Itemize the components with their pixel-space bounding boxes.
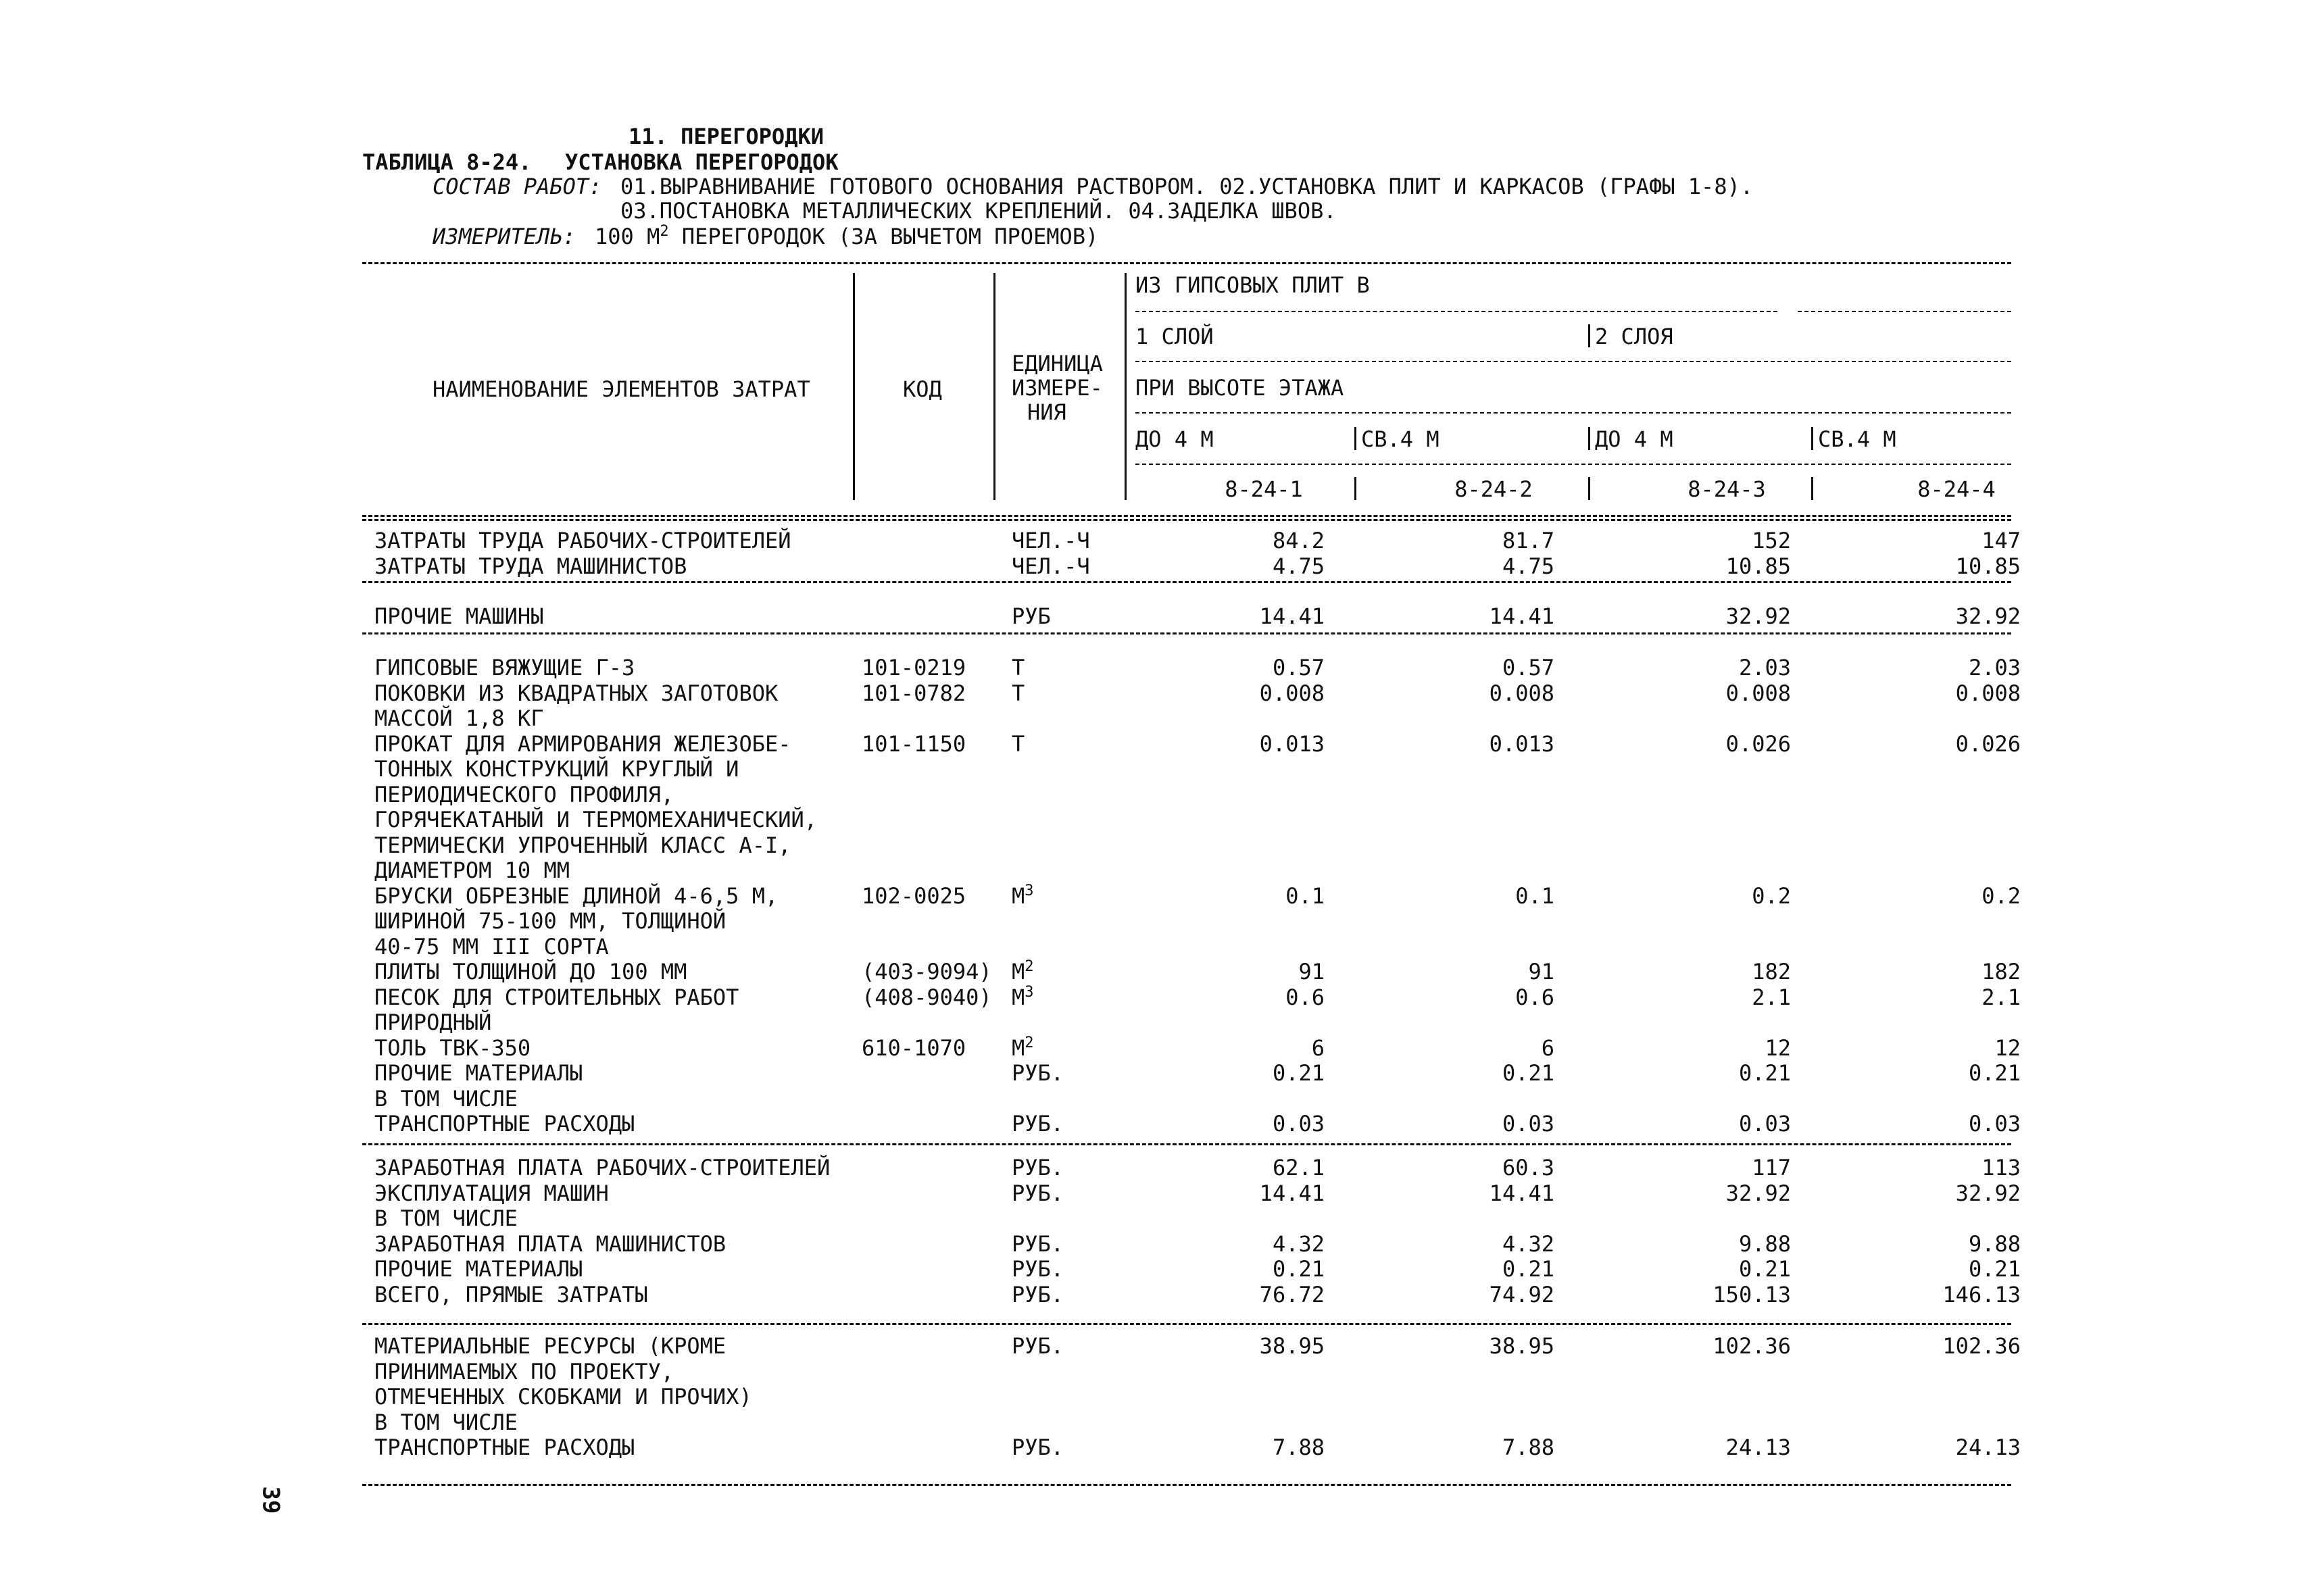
row-value-c3: 182 [1752,959,1791,984]
row-name-line: БРУСКИ ОБРЕЗНЫЕ ДЛИНОЙ 4-6,5 М, [374,882,779,909]
header-material: ИЗ ГИПСОВЫХ ПЛИТ В [1135,272,1370,298]
row-value-c2: 0.1 [1515,882,1554,909]
row-name-line: ПЛИТЫ ТОЛЩИНОЙ ДО 100 ММ [374,959,687,984]
row-name-line: ПЕРИОДИЧЕСКОГО ПРОФИЛЯ, [374,781,674,807]
row-value-c4: 2.03 [1968,655,2021,680]
row-name-line: ПРОЧИЕ МАШИНЫ [374,603,544,629]
row-value-c2: 4.32 [1502,1230,1554,1257]
row-name-line: ПЕСОК ДЛЯ СТРОИТЕЛЬНЫХ РАБОТ [374,984,739,1010]
row-name-line: ПРИНИМАЕМЫХ ПО ПРОЕКТУ, [374,1358,674,1385]
row-name-line: ВСЕГО, ПРЯМЫЕ ЗАТРАТЫ [374,1281,648,1307]
row-value-c4: 0.008 [1955,680,2021,706]
row-unit-exponent: 3 [1025,983,1034,1001]
row-value-c2: 38.95 [1489,1333,1554,1359]
row-value-c4: 147 [1981,528,2021,553]
row-value-c3: 2.03 [1738,655,1791,680]
row-unit: РУБ. [1012,1333,1064,1359]
row-name-line: В ТОМ ЧИСЛЕ [374,1409,518,1435]
row-value-c1: 0.03 [1272,1111,1325,1137]
code-divider-2 [1588,477,1590,500]
row-value-c2: 74.92 [1489,1281,1554,1307]
row-code: (408-9040) [862,984,992,1010]
row-value-c1: 0.21 [1272,1060,1325,1086]
row-value-c1: 0.57 [1272,655,1325,680]
row-name-line: ТОЛЬ ТВК-350 [374,1034,531,1061]
row-value-c4: 10.85 [1955,553,2021,579]
row-unit: Т [1012,730,1025,757]
column-header-unit-line-2: ИЗМЕРЕ- [1012,375,1103,401]
row-value-c2: 0.21 [1502,1256,1554,1282]
row-value-c1: 76.72 [1259,1281,1325,1307]
row-value-c1: 0.6 [1285,984,1325,1010]
row-name-line: ГИПСОВЫЕ ВЯЖУЩИЕ Г-3 [374,655,635,680]
row-unit: $М^3$ [1012,882,1034,909]
row-value-c4: 146.13 [1942,1281,2021,1307]
row-value-c2: 7.88 [1502,1435,1554,1460]
row-value-c3: 10.85 [1725,553,1791,579]
row-name-line: ДИАМЕТРОМ 10 ММ [374,857,570,883]
row-unit: ЧЕЛ.-Ч [1012,553,1090,579]
row-unit: РУБ [1012,603,1051,629]
row-value-c1: 14.41 [1259,603,1325,629]
row-unit: РУБ. [1012,1256,1064,1282]
row-value-c4: 0.21 [1968,1060,2021,1086]
row-name-line: ПРОКАТ ДЛЯ АРМИРОВАНИЯ ЖЕЛЕЗОБЕ- [374,730,791,757]
row-name-line: ГОРЯЧЕКАТАНЫЙ И ТЕРМОМЕХАНИЧЕСКИЙ, [374,807,818,832]
code-divider-3 [1811,477,1813,500]
row-value-c4: 32.92 [1955,603,2021,629]
group-separator-rule [362,1143,2011,1145]
table-top-rule [362,262,2011,264]
row-unit: ЧЕЛ.-Ч [1012,528,1090,553]
row-unit-exponent: 2 [1025,1034,1034,1051]
row-unit: Т [1012,655,1025,680]
group-separator-rule [362,581,2011,583]
measure-label: ИЗМЕРИТЕЛЬ: [433,224,576,249]
header-rule-layer [1135,361,2011,362]
row-code: 101-0782 [862,680,966,706]
row-value-c3: 150.13 [1713,1281,1791,1307]
row-value-c3: 102.36 [1713,1333,1791,1359]
row-value-c1: 84.2 [1272,528,1325,553]
header-layer-2: 2 СЛОЯ [1595,324,1673,349]
work-composition-label: СОСТАВ РАБОТ: [433,174,602,199]
row-unit: РУБ. [1012,1435,1064,1460]
group-separator-rule [362,1484,2011,1486]
row-value-c4: 2.1 [1981,984,2021,1010]
row-value-c4: 182 [1981,959,2021,984]
group-separator-rule [362,632,2011,634]
row-value-c4: 0.03 [1968,1111,2021,1137]
row-value-c2: 0.6 [1515,984,1554,1010]
header-rule-codes [1135,464,2011,465]
row-name-line: ПРОЧИЕ МАТЕРИАЛЫ [374,1060,583,1086]
work-composition-line-1: 01.ВЫРАВНИВАНИЕ ГОТОВОГО ОСНОВАНИЯ РАСТВОРОМ. 02.УСТАНОВКА ПЛИТ И КАРКАСОВ (ГРАФЫ 1-8). [620,174,1754,199]
column-header-unit-line-1: ЕДИНИЦА [1012,351,1103,376]
table-label: ТАБЛИЦА 8-24. [362,149,532,175]
row-value-c2: 14.41 [1489,1180,1554,1206]
row-value-c4: 113 [1981,1155,2021,1180]
row-value-c2: 0.03 [1502,1111,1554,1137]
row-value-c4: 0.2 [1981,882,2021,909]
header-code-c4: 8-24-4 [1917,476,1996,502]
row-value-c1: 91 [1298,959,1325,984]
row-value-c3: 24.13 [1725,1435,1791,1460]
row-value-c4: 102.36 [1942,1333,2021,1359]
row-value-c2: 60.3 [1502,1155,1554,1180]
header-code-c3: 8-24-3 [1688,476,1766,502]
row-value-c4: 9.88 [1968,1230,2021,1257]
row-value-c2: 0.57 [1502,655,1554,680]
layer-divider [1588,324,1590,347]
header-rule-material-right [1798,311,2011,312]
height-divider-3 [1811,427,1813,450]
header-code-c2: 8-24-2 [1454,476,1533,502]
row-code: 101-1150 [862,730,966,757]
row-value-c2: 0.008 [1489,680,1554,706]
row-name-line: ПРИРОДНЫЙ [374,1009,492,1035]
row-value-c2: 14.41 [1489,603,1554,629]
row-unit: РУБ. [1012,1155,1064,1180]
row-code: 102-0025 [862,882,966,909]
row-name-line: ЭКСПЛУАТАЦИЯ МАШИН [374,1180,609,1206]
row-value-c2: 6 [1541,1034,1554,1061]
header-rule-material [1135,311,1777,312]
row-name-line: ПРОЧИЕ МАТЕРИАЛЫ [374,1256,583,1282]
row-name-line: ЗАТРАТЫ ТРУДА РАБОЧИХ-СТРОИТЕЛЕЙ [374,528,791,553]
row-value-c1: 7.88 [1272,1435,1325,1460]
row-value-c4: 0.21 [1968,1256,2021,1282]
col-divider-name-code [853,273,855,500]
row-name-line: В ТОМ ЧИСЛЕ [374,1205,518,1231]
section-title: 11. ПЕРЕГОРОДКИ [629,124,824,149]
row-name-line: ПОКОВКИ ИЗ КВАДРАТНЫХ ЗАГОТОВОК [374,680,779,706]
row-unit-exponent: 3 [1025,882,1034,899]
row-code: (403-9094) [862,959,992,984]
row-name-line: ЗАРАБОТНАЯ ПЛАТА РАБОЧИХ-СТРОИТЕЛЕЙ [374,1155,831,1180]
row-value-c2: 0.21 [1502,1060,1554,1086]
header-rule-height [1135,412,2011,414]
height-divider-1 [1354,427,1356,450]
row-value-c4: 12 [1994,1034,2021,1061]
row-value-c3: 0.21 [1738,1256,1791,1282]
work-composition-line-2: 03.ПОСТАНОВКА МЕТАЛЛИЧЕСКИХ КРЕПЛЕНИЙ. 04.ЗАДЕЛКА ШВОВ. [620,198,1337,224]
row-unit: РУБ. [1012,1060,1064,1086]
header-code-c1: 8-24-1 [1225,476,1303,502]
row-value-c4: 24.13 [1955,1435,2021,1460]
row-value-c1: 0.21 [1272,1256,1325,1282]
header-bottom-rule [362,515,2011,517]
measure-text: 100 $М^2$ ПЕРЕГОРОДОК (ЗА ВЫЧЕТОМ ПРОЕМОВ) [595,223,1099,249]
table-title: УСТАНОВКА ПЕРЕГОРОДОК [565,149,839,175]
row-name-line: ШИРИНОЙ 75-100 ММ, ТОЛЩИНОЙ [374,908,727,934]
row-value-c3: 9.88 [1738,1230,1791,1257]
row-value-c4: 0.026 [1955,730,2021,757]
page-number: 39 [257,1486,285,1514]
row-value-c4: 32.92 [1955,1180,2021,1206]
row-value-c1: 6 [1311,1034,1325,1061]
row-unit: РУБ. [1012,1230,1064,1257]
row-name-line: ЗАРАБОТНАЯ ПЛАТА МАШИНИСТОВ [374,1230,727,1257]
height-divider-2 [1588,427,1590,450]
row-name-line: ТРАНСПОРТНЫЕ РАСХОДЫ [374,1435,635,1460]
header-height-c2: СВ.4 М [1361,426,1439,452]
row-name-line: ТЕРМИЧЕСКИ УПРОЧЕННЫЙ КЛАСС А-I, [374,832,791,858]
row-value-c2: 91 [1528,959,1554,984]
row-value-c3: 2.1 [1752,984,1791,1010]
group-separator-rule [362,1323,2011,1325]
header-height-c3: ДО 4 М [1595,426,1673,452]
col-divider-code-unit [993,273,995,500]
header-height-c1: ДО 4 М [1135,426,1214,452]
row-name-line: МАССОЙ 1,8 КГ [374,705,544,731]
row-unit: РУБ. [1012,1111,1064,1137]
row-unit: РУБ. [1012,1180,1064,1206]
column-header-unit-line-3: НИЯ [1027,399,1066,425]
row-unit: $М^2$ [1012,958,1034,984]
row-value-c3: 117 [1752,1155,1791,1180]
row-code: 610-1070 [862,1034,966,1061]
row-code: 101-0219 [862,655,966,680]
row-value-c2: 4.75 [1502,553,1554,579]
row-name-line: ОТМЕЧЕННЫХ СКОБКАМИ И ПРОЧИХ) [374,1384,752,1410]
row-name-line: ЗАТРАТЫ ТРУДА МАШИНИСТОВ [374,553,687,579]
header-height-c4: СВ.4 М [1818,426,1896,452]
row-unit: $М^2$ [1012,1034,1034,1061]
row-value-c1: 62.1 [1272,1155,1325,1180]
row-name-line: ТОННЫХ КОНСТРУКЦИЙ КРУГЛЫЙ И [374,756,739,782]
row-value-c2: 81.7 [1502,528,1554,553]
row-value-c3: 32.92 [1725,1180,1791,1206]
row-value-c3: 0.008 [1725,680,1791,706]
header-bottom-rule-2 [362,519,2011,521]
row-value-c1: 4.75 [1272,553,1325,579]
row-name-line: ТРАНСПОРТНЫЕ РАСХОДЫ [374,1111,635,1137]
row-value-c1: 14.41 [1259,1180,1325,1206]
row-name-line: 40-75 ММ III СОРТА [374,933,609,959]
col-divider-unit-data [1125,273,1127,500]
header-layer-1: 1 СЛОЙ [1135,324,1214,349]
row-value-c3: 0.21 [1738,1060,1791,1086]
row-value-c1: 38.95 [1259,1333,1325,1359]
row-value-c1: 0.1 [1285,882,1325,909]
row-value-c2: 0.013 [1489,730,1554,757]
row-value-c1: 0.008 [1259,680,1325,706]
row-value-c3: 0.026 [1725,730,1791,757]
row-name-line: МАТЕРИАЛЬНЫЕ РЕСУРСЫ (КРОМЕ [374,1333,727,1359]
column-header-name: НАИМЕНОВАНИЕ ЭЛЕМЕНТОВ ЗАТРАТ [433,376,810,402]
row-unit: $М^3$ [1012,983,1034,1010]
column-header-code: КОД [903,376,942,402]
row-unit: Т [1012,680,1025,706]
row-value-c3: 152 [1752,528,1791,553]
row-value-c1: 4.32 [1272,1230,1325,1257]
header-height-label: ПРИ ВЫСОТЕ ЭТАЖА [1135,375,1344,401]
row-value-c3: 32.92 [1725,603,1791,629]
row-value-c3: 0.03 [1738,1111,1791,1137]
code-divider-1 [1354,477,1356,500]
row-unit: РУБ. [1012,1281,1064,1307]
row-name-line: В ТОМ ЧИСЛЕ [374,1085,518,1112]
row-value-c3: 12 [1765,1034,1791,1061]
row-value-c3: 0.2 [1752,882,1791,909]
row-unit-exponent: 2 [1025,958,1034,975]
row-value-c1: 0.013 [1259,730,1325,757]
